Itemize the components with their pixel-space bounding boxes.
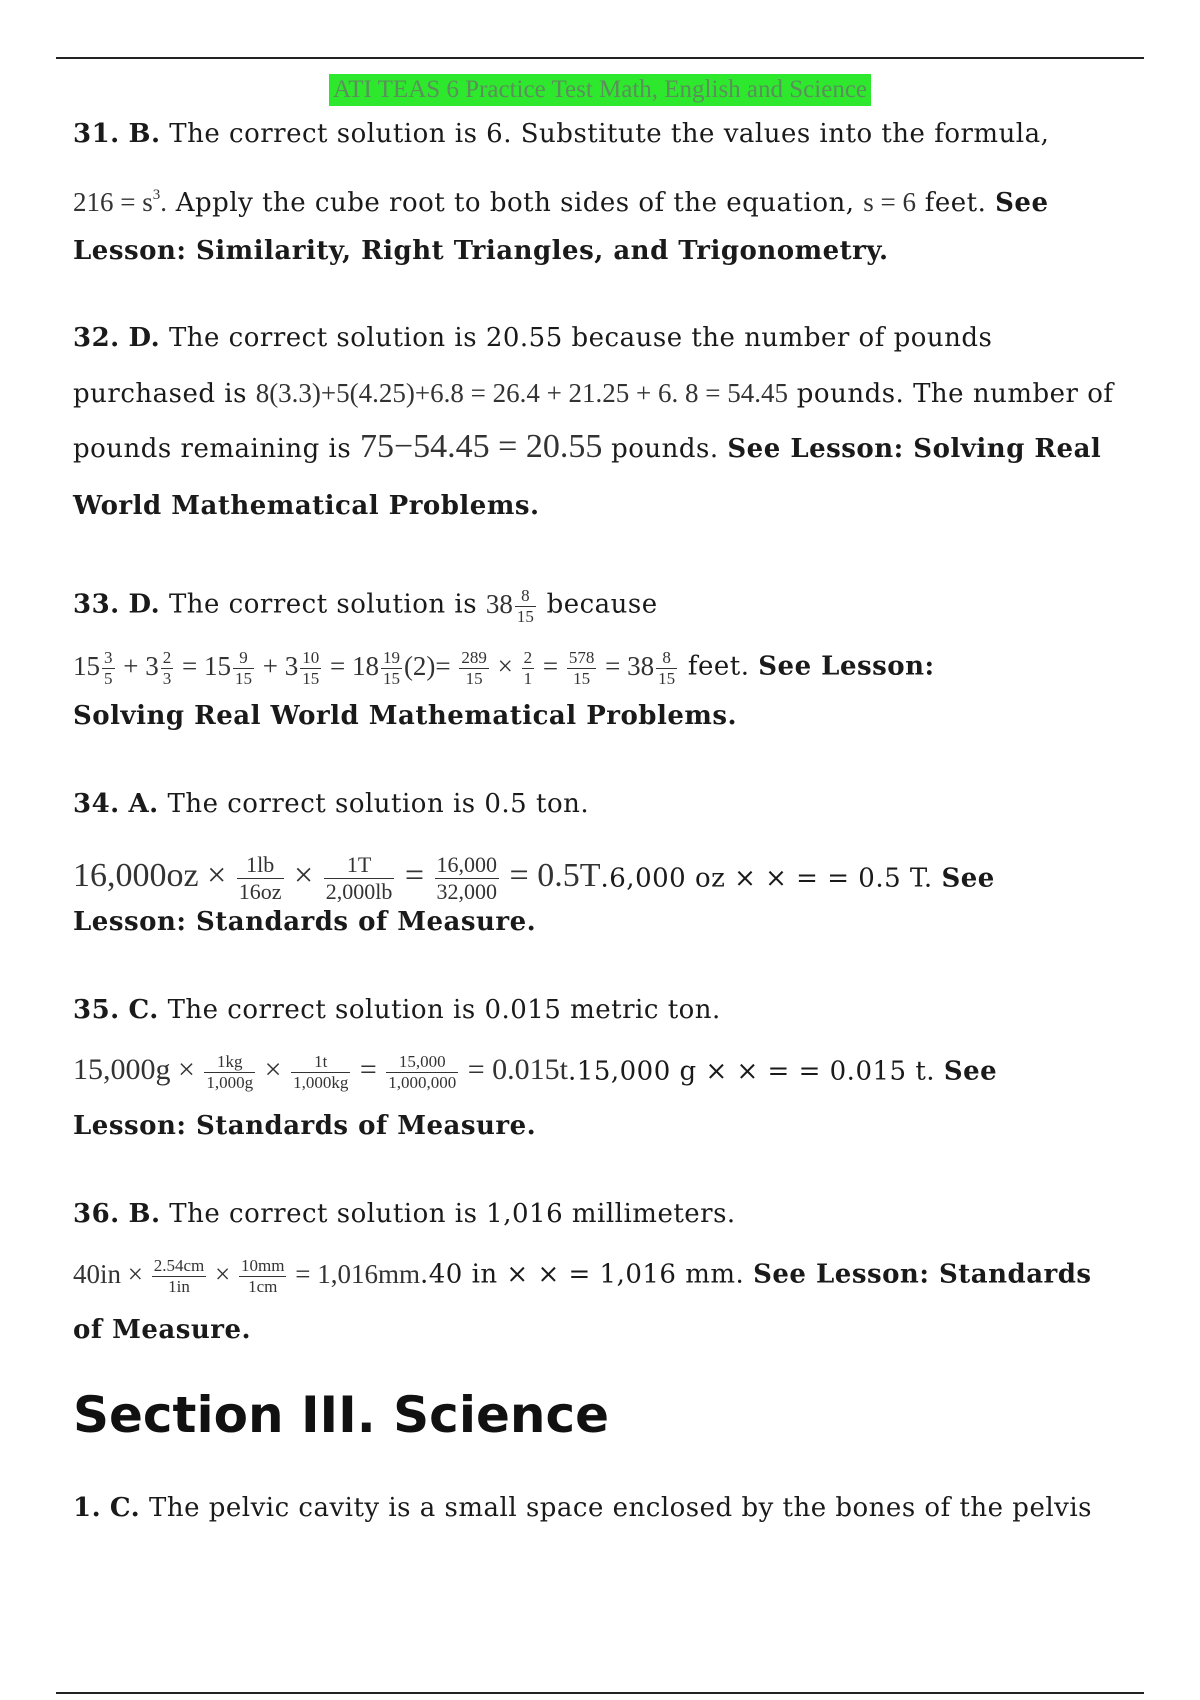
q32-equation-1: 8(3.3)+5(4.25)+6.8 = 26.4 + 21.25 + 6. 8 = 54.45 (255, 378, 789, 408)
q31-lesson: Lesson: Similarity, Right Triangles, and Trigonometry. (73, 236, 889, 266)
q32-line-3: pounds remaining is 75−54.45 = 20.55 pounds. See Lesson: Solving Real (73, 428, 1102, 465)
q31-line-2: $216 = s^3$. Apply the cube root to both sides of the equation, s = 6 feet. See (73, 187, 1049, 218)
header-wrap (0, 74, 1200, 106)
q33-line-1: 33. D. The correct solution is 38 $\frac{8}{15}$ because (73, 586, 658, 626)
q35-equation: 15,000g × $\frac{1kg}{1,000g}$ × $\frac{1t}{1,000kg}$ = $\frac{15,000}{1,000,000}$ = 0.015t (73, 1052, 569, 1092)
q31-line-1: 31. B. The correct solution is 6. Substitute the values into the formula, (73, 119, 1050, 149)
q34-line-1: 34. A. The correct solution is 0.5 ton. (73, 789, 590, 819)
q33-answer: 38 $\frac{8}{15}$ (485, 586, 534, 626)
q35-lesson: Lesson: Standards of Measure. (73, 1111, 537, 1141)
q36-line-1: 36. B. The correct solution is 1,016 millimeters. (73, 1199, 736, 1229)
science-q1-line-1: 1. C. The pelvic cavity is a small space enclosed by the bones of the pelvis (73, 1493, 1093, 1523)
q33-equation: 15 $\frac{3}{5}$ + 3 $\frac{2}{3}$ = 15 $\frac{9}{15}$ + 3 $\frac{10}{15}$ = 18 $\frac{19}{15}$ (2)= $\frac{289}{15}$ × $\frac{2}{1}$ = $\frac{578}{15}$ = 38 $\frac{8}{15}$ (73, 648, 676, 688)
section-heading: Section III. Science (73, 1386, 610, 1444)
q34-line-2: 16,000oz × $\frac{1lb}{16oz}$ × $\frac{1T}{2,000lb}$ = $\frac{16,000}{32,000}$ = 0.5T.6,000 oz × × = = 0.5 T. See (73, 852, 995, 904)
top-rule (56, 57, 1144, 59)
q36-line-2: 40in × $\frac{2.54cm}{1in}$ × $\frac{10mm}{1cm}$ = 1,016mm.40 in × × = 1,016 mm. See Lesson: Standards (73, 1256, 1092, 1296)
q34-equation: 16,000oz × $\frac{1lb}{16oz}$ × $\frac{1T}{2,000lb}$ = $\frac{16,000}{32,000}$ = 0.5T (73, 852, 601, 904)
q32-lesson: World Mathematical Problems. (73, 491, 540, 521)
q33-lesson: Solving Real World Mathematical Problems. (73, 701, 738, 731)
q31-equation-1: $216 = s^3$. (73, 187, 167, 217)
bottom-rule (56, 1692, 1144, 1694)
q32-line-1: 32. D. The correct solution is 20.55 because the number of pounds (73, 323, 993, 353)
q32-equation-2: 75−54.45 = 20.55 (359, 428, 603, 465)
q33-line-2: 15 $\frac{3}{5}$ + 3 $\frac{2}{3}$ = 15 $\frac{9}{15}$ + 3 $\frac{10}{15}$ = 18 $\frac{19}{15}$ (2)= $\frac{289}{15}$ × $\frac{2}{1}$ = $\frac{578}{15}$ = 38 $\frac{8}{15}$ feet. See Lesson: (73, 648, 935, 688)
q36-lesson: of Measure. (73, 1315, 252, 1345)
q35-line-1: 35. C. The correct solution is 0.015 metric ton. (73, 995, 721, 1025)
q34-lesson: Lesson: Standards of Measure. (73, 907, 537, 937)
q32-line-2: purchased is 8(3.3)+5(4.25)+6.8 = 26.4 + 21.25 + 6. 8 = 54.45 pounds. The number of (73, 378, 1114, 409)
q36-equation: 40in × $\frac{2.54cm}{1in}$ × $\frac{10mm}{1cm}$ = 1,016mm (73, 1256, 420, 1296)
document-header: ATI TEAS 6 Practice Test Math, English and Science (329, 74, 871, 106)
q35-line-2: 15,000g × $\frac{1kg}{1,000g}$ × $\frac{1t}{1,000kg}$ = $\frac{15,000}{1,000,000}$ = 0.015t.15,000 g × × = = 0.015 t. See (73, 1052, 998, 1092)
q31-equation-2: s = 6 (863, 187, 916, 217)
